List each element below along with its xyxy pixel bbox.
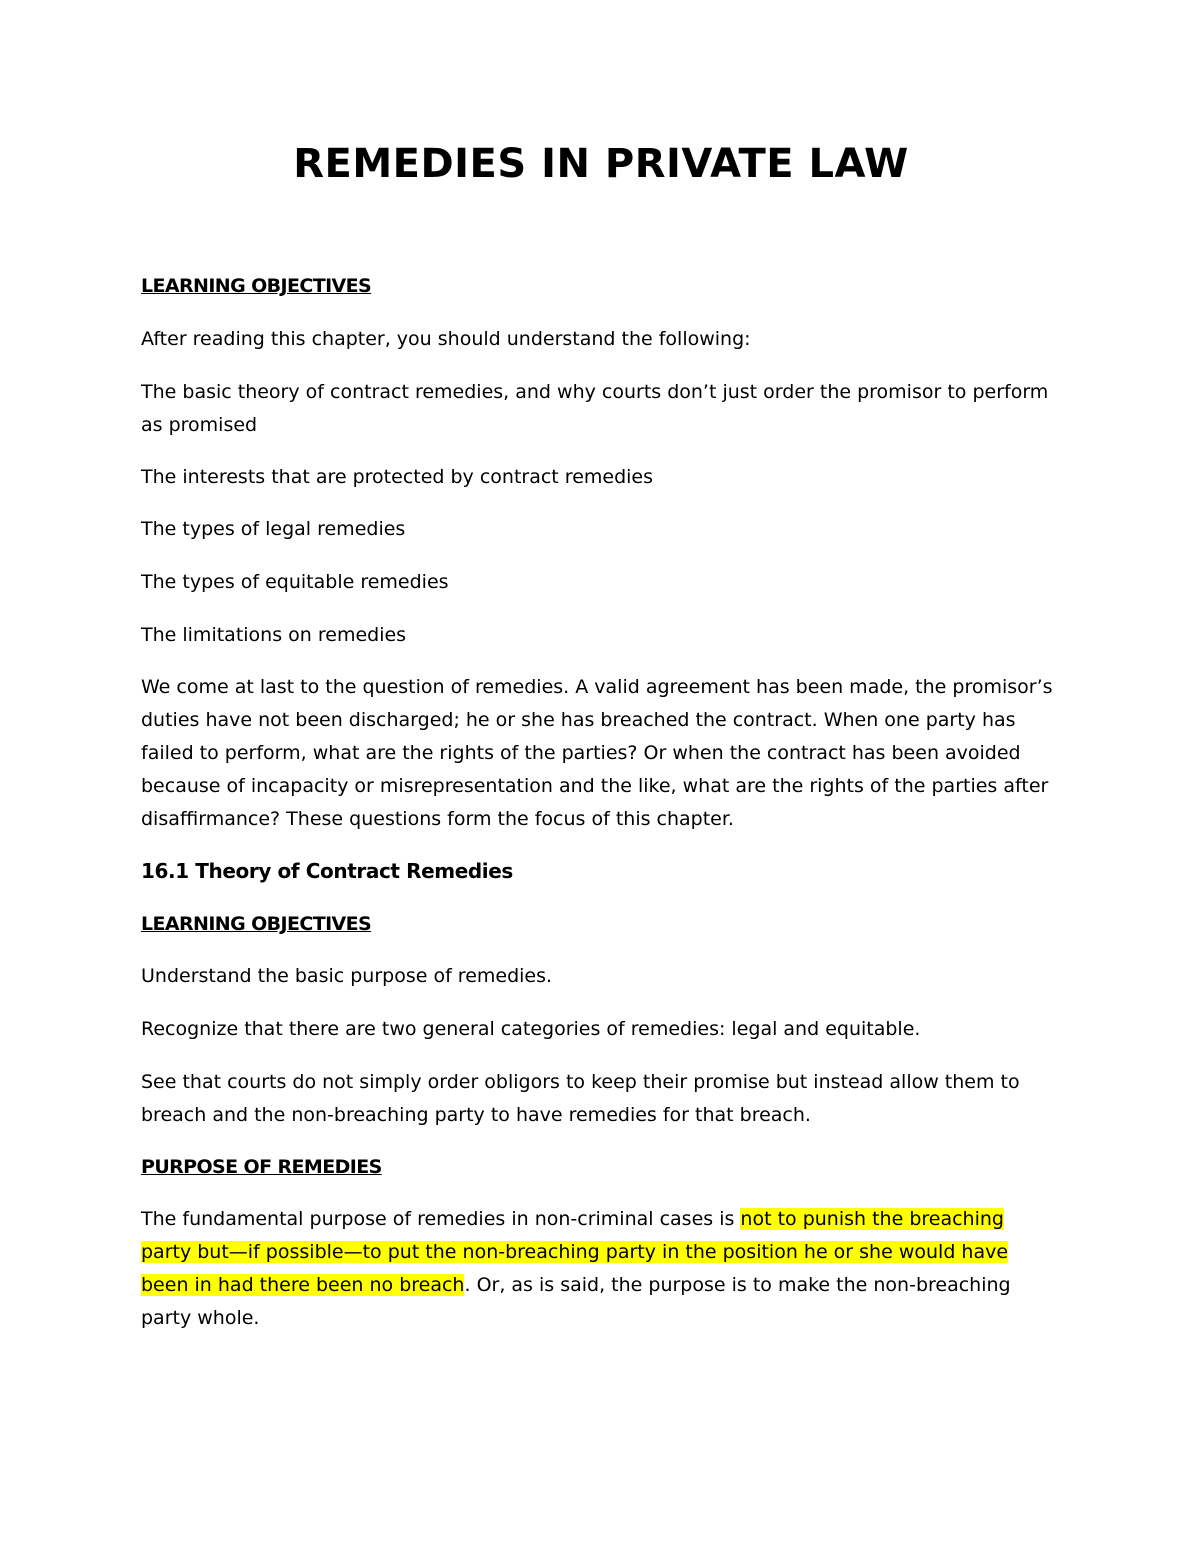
purpose-heading: PURPOSE OF REMEDIES: [141, 1156, 382, 1178]
intro-paragraph-line-3: failed to perform, what are the rights of the parties? Or when the contract has been avoided: [141, 742, 1021, 764]
purpose-paragraph-line-2: [141, 1236, 1008, 1269]
intro-paragraph-line-2: duties have not been discharged; he or she has breached the contract. When one party has: [141, 709, 1016, 731]
learning-objectives-heading-2: LEARNING OBJECTIVES: [141, 913, 372, 935]
section-objective-3-continued: breach and the non-breaching party to have remedies for that breach.: [141, 1104, 811, 1126]
purpose-paragraph-line-4: party whole.: [141, 1307, 260, 1329]
learning-objectives-heading: LEARNING OBJECTIVES: [141, 275, 372, 297]
section-objective-1: Understand the basic purpose of remedies.: [141, 965, 553, 987]
objective-item-2: The interests that are protected by contract remedies: [141, 466, 654, 488]
purpose-paragraph-line-3: [141, 1269, 1011, 1302]
intro-paragraph-line-1: We come at last to the question of remedies. A valid agreement has been made, the promisor’s: [141, 676, 1053, 698]
objective-item-4: The types of equitable remedies: [141, 571, 449, 593]
section-objective-2: Recognize that there are two general categories of remedies: legal and equitable.: [141, 1018, 921, 1040]
purpose-text: . Or, as is said, the purpose is to make the non-breaching: [464, 1274, 1011, 1296]
intro-paragraph-line-4: because of incapacity or misrepresentation and the like, what are the rights of the parties after: [141, 775, 1049, 797]
purpose-paragraph-line-1: [141, 1203, 1004, 1236]
section-heading: 16.1 Theory of Contract Remedies: [141, 859, 513, 883]
document-title: REMEDIES IN PRIVATE LAW: [293, 141, 909, 187]
objective-item-3: The types of legal remedies: [141, 518, 406, 540]
highlighted-text: been in had there been no breach: [141, 1274, 465, 1296]
highlighted-text: not to punish the breaching: [740, 1208, 1004, 1230]
highlighted-text: party but—if possible—to put the non-breaching party in the position he or she would have: [141, 1241, 1009, 1263]
section-objective-3: See that courts do not simply order obligors to keep their promise but instead allow them to: [141, 1071, 1020, 1093]
purpose-text: The fundamental purpose of remedies in non-criminal cases is: [141, 1208, 741, 1230]
objective-item-1: The basic theory of contract remedies, and why courts don’t just order the promisor to perform: [141, 381, 1049, 403]
intro-paragraph-line-5: disaffirmance? These questions form the focus of this chapter.: [141, 808, 734, 830]
objective-item-5: The limitations on remedies: [141, 624, 407, 646]
intro-text: After reading this chapter, you should understand the following:: [141, 328, 751, 350]
objective-item-1-continued: as promised: [141, 414, 258, 436]
